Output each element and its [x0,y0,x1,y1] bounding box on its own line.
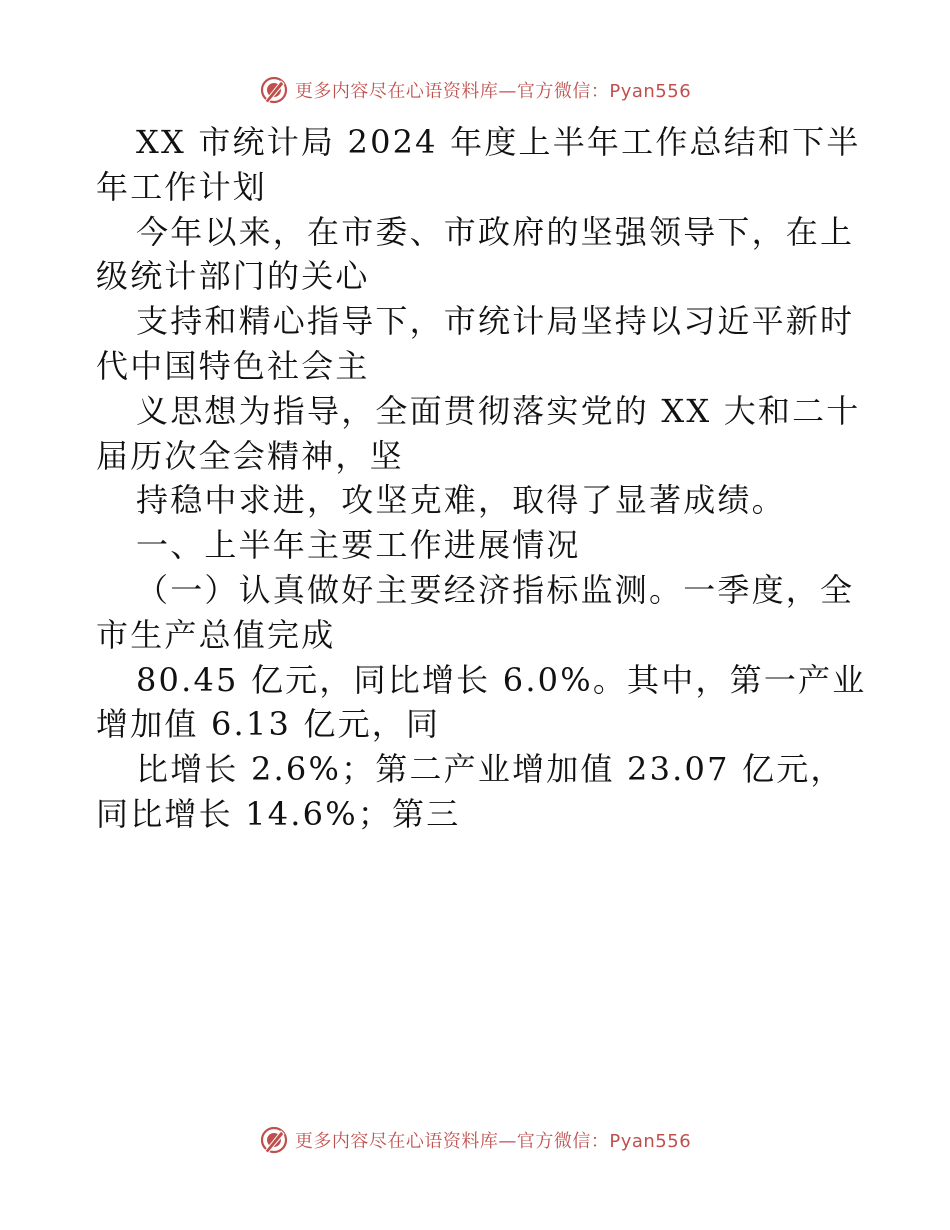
document-line: 届历次全会精神，坚 [96,436,404,475]
pen-logo-icon [259,75,289,105]
document-line: 级统计部门的关心 [96,257,370,296]
document-line: 持稳中求进，攻坚克难，取得了显著成绩。 [136,481,786,520]
pen-logo-icon [259,1125,289,1155]
document-line: 支持和精心指导下，市统计局坚持以习近平新时 [136,302,855,341]
document-body [96,120,867,837]
document-line: 代中国特色社会主 [96,346,370,385]
watermark-dash: — [498,1131,517,1152]
watermark-brand: 更多内容尽在心语资料库 [294,81,499,102]
watermark-text [295,77,691,103]
watermark-dash: — [498,81,517,102]
watermark-id: Pyan556 [609,1131,692,1152]
document-line: 义思想为指导，全面贯彻落实党的 XX 大和二十 [136,391,861,430]
document-line: 80.45 亿元，同比增长 6.0%。其中，第一产业 [136,660,867,699]
watermark-id: Pyan556 [609,81,692,102]
document-line: 增加值 6.13 亿元，同 [96,705,441,744]
document-line: 同比增长 14.6%；第三 [96,794,461,833]
document-line: 市生产总值完成 [96,615,336,654]
watermark-header [0,70,950,110]
watermark-official: 官方微信： [516,81,610,102]
document-line: 比增长 2.6%；第二产业增加值 23.07 亿元， [136,750,845,789]
document-line: XX 市统计局 2024 年度上半年工作总结和下半 [136,123,861,161]
watermark-official: 官方微信： [516,1131,610,1152]
watermark-brand: 更多内容尽在心语资料库 [294,1131,499,1152]
document-line: （一）认真做好主要经济指标监测。一季度，全 [136,570,855,609]
document-line: 今年以来，在市委、市政府的坚强领导下，在上 [136,212,855,251]
watermark-footer [0,1120,950,1160]
document-line: 一、上半年主要工作进展情况 [136,526,581,565]
watermark-text [295,1127,691,1153]
document-line: 年工作计划 [96,167,268,206]
